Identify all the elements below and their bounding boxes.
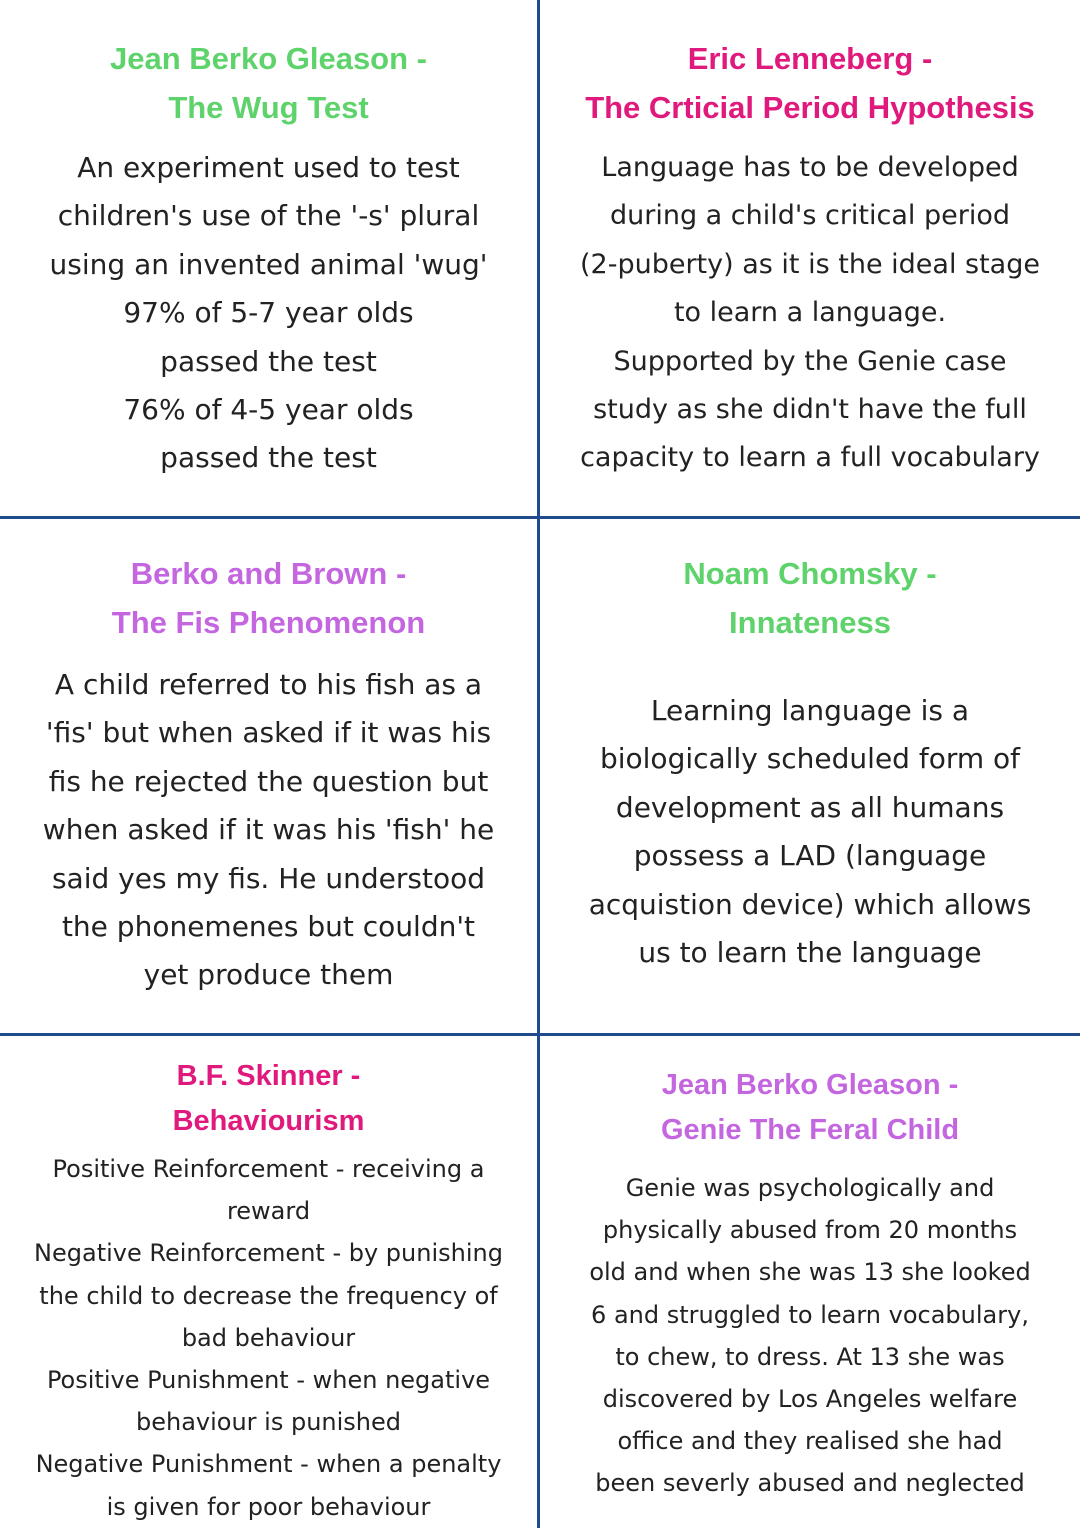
card-wug-test	[0, 34, 537, 483]
card-title-line: The Wug Test	[168, 90, 369, 125]
card-body-line: Positive Punishment - when negative	[46, 1366, 491, 1395]
card-body-line: old and when she was 13 she looked	[589, 1258, 1031, 1287]
card-innateness	[540, 549, 1080, 977]
card-body-line: A child referred to his fish as a	[54, 668, 483, 701]
card-body-line: Negative Punishment - when a penalty	[35, 1450, 502, 1479]
card-body-line: when asked if it was his 'fish' he	[42, 813, 495, 847]
card-body-line: the child to decrease the frequency of	[39, 1281, 498, 1310]
card-body-line: Supported by the Genie case	[613, 345, 1007, 377]
card-body-line: 'fis' but when asked if it was his	[45, 716, 492, 750]
card-title	[548, 34, 1072, 132]
card-body	[548, 1167, 1072, 1505]
card-title-line: Eric Lenneberg -	[687, 41, 933, 76]
card-body	[10, 144, 527, 483]
card-body-line: us to learn the language	[638, 936, 982, 970]
card-body-line: biologically scheduled form of	[599, 742, 1021, 776]
card-body-line: acquistion device) which allows	[588, 887, 1032, 921]
card-body-line: Learning language is a	[650, 694, 970, 727]
card-body-line: Language has to be developed	[601, 152, 1019, 183]
card-body-line: passed the test	[160, 344, 377, 378]
card-body	[548, 687, 1072, 977]
horizontal-divider-bottom	[0, 1033, 1080, 1036]
card-body-line: yet produce them	[143, 958, 394, 992]
card-body-line: Genie was psychologically and	[625, 1174, 995, 1202]
card-title	[10, 34, 527, 132]
card-title-line: The Fis Phenomenon	[111, 605, 426, 640]
card-body-line: reward	[226, 1197, 311, 1226]
card-body-line: been severly abused and neglected	[595, 1469, 1025, 1498]
card-body-line: 97% of 5-7 year olds	[123, 296, 414, 330]
card-body-line: study as she didn't have the full	[593, 394, 1027, 426]
card-body	[10, 1148, 527, 1528]
card-title-line: Noam Chomsky -	[683, 556, 937, 591]
card-body-line: said yes my fis. He understood	[51, 861, 486, 895]
card-body-line: physically abused from 20 months	[602, 1216, 1018, 1245]
card-critical-period	[540, 34, 1080, 483]
card-body-line: possess a LAD (language	[633, 839, 987, 873]
card-body-line: during a child's critical period	[609, 200, 1010, 232]
card-fis-phenomenon	[0, 549, 537, 1000]
card-title	[548, 1063, 1072, 1153]
card-title-line: Berko and Brown -	[130, 556, 407, 591]
card-title-line: Behaviourism	[172, 1105, 365, 1137]
card-title-line: Jean Berko Gleason -	[109, 41, 427, 76]
card-body	[548, 144, 1072, 483]
card-body-line: passed the test	[160, 441, 377, 475]
card-body-line: 76% of 4-5 year olds	[123, 393, 414, 427]
card-body-line: Negative Reinforcement - by punishing	[34, 1239, 503, 1268]
card-title	[548, 549, 1072, 647]
card-body-line: is given for poor behaviour	[106, 1492, 431, 1521]
card-body-line: the phonemenes but couldn't	[61, 910, 476, 944]
card-body-line: An experiment used to test	[77, 151, 460, 184]
card-body-line: Positive Reinforcement - receiving a	[52, 1155, 485, 1183]
card-body-line: children's use of the '-s' plural	[57, 199, 480, 233]
card-body-line: to chew, to dress. At 13 she was	[615, 1342, 1005, 1371]
card-title-line: Innateness	[729, 605, 891, 640]
horizontal-divider-top	[0, 516, 1080, 519]
card-title-line: Genie The Feral Child	[660, 1114, 960, 1146]
card-title-line: B.F. Skinner -	[176, 1060, 361, 1092]
card-body-line: discovered by Los Angeles welfare	[602, 1385, 1018, 1414]
card-body-line: to learn a language.	[673, 297, 947, 329]
card-body-line: office and they realised she had	[617, 1427, 1003, 1456]
card-body-line: bad behaviour	[181, 1323, 356, 1352]
card-body	[10, 661, 527, 1000]
card-title-line: The Crticial Period Hypothesis	[585, 90, 1035, 125]
card-body-line: using an invented animal 'wug'	[49, 247, 488, 281]
card-title	[10, 549, 527, 647]
card-body-line: development as all humans	[615, 790, 1005, 824]
card-body-line: fis he rejected the question but	[48, 764, 489, 798]
card-body-line: (2-puberty) as it is the ideal stage	[580, 248, 1040, 280]
card-title	[10, 1054, 527, 1144]
card-behaviourism	[0, 1054, 537, 1528]
card-body-line: 6 and struggled to learn vocabulary,	[591, 1300, 1029, 1329]
card-title-line: Jean Berko Gleason -	[661, 1069, 959, 1101]
card-body-line: capacity to learn a full vocabulary	[580, 442, 1040, 474]
card-body-line: behaviour is punished	[135, 1408, 402, 1437]
card-genie-feral-child	[540, 1063, 1080, 1505]
